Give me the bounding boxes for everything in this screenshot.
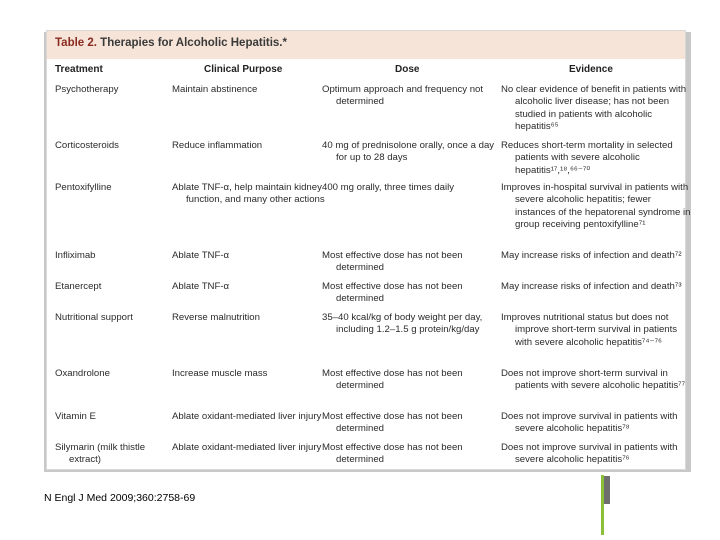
cell-purpose: Ablate TNF-α xyxy=(172,281,230,292)
cell-treatment: Infliximab xyxy=(55,250,96,261)
header-evidence: Evidence xyxy=(569,64,613,75)
accent-tick xyxy=(604,476,610,504)
cell-purpose: Increase muscle mass xyxy=(172,368,268,379)
cell-evidence: May increase risks of infection and death⁷³ xyxy=(501,281,682,292)
cell-purpose: Reduce inflammation xyxy=(172,140,263,151)
table-title-bar xyxy=(47,31,685,59)
cell-dose: Most effective dose has not been determined xyxy=(322,281,463,305)
cell-evidence: Does not improve survival in patients with severe alcoholic hepatitis⁷⁸ xyxy=(501,411,678,435)
cell-dose: Most effective dose has not been determined xyxy=(322,411,463,435)
cell-treatment: Etanercept xyxy=(55,281,102,292)
cell-purpose: Ablate TNF-α, help maintain kidney function, and many other actions xyxy=(172,182,325,206)
cell-dose: Optimum approach and frequency not determined xyxy=(322,84,484,108)
cell-purpose: Ablate TNF-α xyxy=(172,250,230,261)
table-card xyxy=(46,30,691,470)
cell-dose: 400 mg orally, three times daily xyxy=(322,182,455,193)
citation: N Engl J Med 2009;360:2758-69 xyxy=(44,492,196,504)
header-dose: Dose xyxy=(395,64,420,75)
cell-purpose: Ablate oxidant-mediated liver injury xyxy=(172,411,322,422)
cell-evidence: May increase risks of infection and death⁷² xyxy=(501,250,682,261)
cell-dose: Most effective dose has not been determined xyxy=(322,250,463,274)
cell-dose: 35–40 kcal/kg of body weight per day, including 1.2–1.5 g protein/kg/day xyxy=(322,312,483,336)
cell-purpose: Maintain abstinence xyxy=(172,84,258,95)
table-title-lead: Table 2. xyxy=(55,37,97,49)
header-treatment: Treatment xyxy=(55,64,103,75)
cell-dose: Most effective dose has not been determined xyxy=(322,368,463,392)
cell-evidence: Reduces short-term mortality in selected patients with severe alcoholic hepatitis¹⁷,¹⁸,⁶⁶⁻⁷⁰ xyxy=(501,140,673,176)
cell-treatment: Pentoxifylline xyxy=(55,182,112,193)
cell-purpose: Ablate oxidant-mediated liver injury xyxy=(172,442,322,453)
cell-treatment: Vitamin E xyxy=(55,411,96,422)
table-title xyxy=(55,37,287,49)
table-title-rest: Therapies for Alcoholic Hepatitis.* xyxy=(100,37,287,49)
cell-dose: 40 mg of prednisolone orally, once a day for up to 28 days xyxy=(322,140,495,164)
cell-treatment: Psychotherapy xyxy=(55,84,119,95)
cell-evidence: Does not improve survival in patients with severe alcoholic hepatitis⁷⁶ xyxy=(501,442,678,466)
cell-purpose: Reverse malnutrition xyxy=(172,312,260,323)
header-clinical-purpose: Clinical Purpose xyxy=(204,64,283,75)
cell-evidence: Improves nutritional status but does not improve short-term survival in patients with severe alcoholic hepatitis⁷⁴⁻⁷⁶ xyxy=(501,312,678,348)
cell-evidence: Does not improve short-term survival in patients with severe alcoholic hepatitis⁷⁷ xyxy=(501,368,686,392)
cell-treatment: Nutritional support xyxy=(55,312,133,323)
cell-dose: Most effective dose has not been determined xyxy=(322,442,463,466)
cell-treatment: Silymarin (milk thistle extract) xyxy=(55,442,146,466)
cell-treatment: Corticosteroids xyxy=(55,140,119,151)
cell-evidence: Improves in-hospital survival in patients with severe alcoholic hepatitis; fewer instances of the hepatorenal syndrome in group receiving pentoxifylline⁷¹ xyxy=(501,182,691,230)
cell-treatment: Oxandrolone xyxy=(55,368,110,379)
cell-evidence: No clear evidence of benefit in patients with alcoholic liver disease; has not been studied in patients with alcoholic hepatitis⁶⁵ xyxy=(501,84,687,132)
